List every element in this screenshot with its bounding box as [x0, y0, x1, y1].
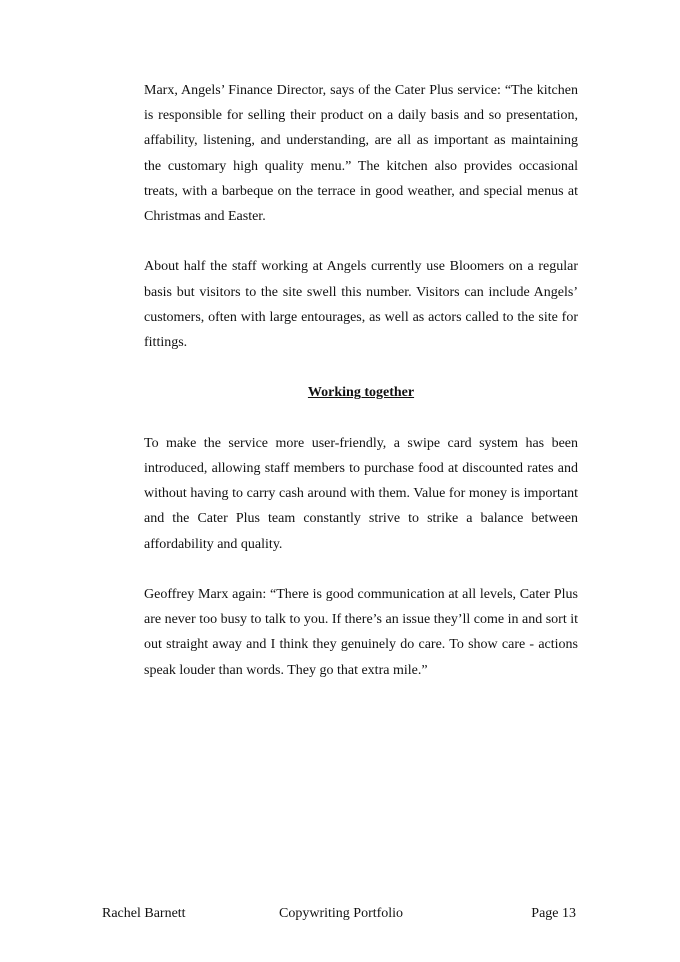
- paragraph-geoffrey-quote: Geoffrey Marx again: “There is good communication at all levels, Cater Plus are never too busy to talk to you. If there’s an issue they’ll come in and sort it out straight away and I think they genuinely do care. To show care - actions speak louder than words. They go that extra mile.”: [144, 587, 578, 678]
- paragraph-spacer: [144, 355, 578, 380]
- footer-title: Copywriting Portfolio: [279, 906, 404, 921]
- paragraph-marx-quote: Marx, Angels’ Finance Director, says of the Cater Plus service: “The kitchen is responsible for selling their product on a daily basis and so presentation, affability, listening, and understanding, are all as important as maintaining the customary high quality menu.” The kitchen also provides occasional treats, with a barbeque on the terrace in good weather, and special menus at Christmas and Easter.: [144, 83, 578, 225]
- footer-author: Rachel Barnett: [102, 906, 186, 921]
- paragraph-bloomers-usage: About half the staff working at Angels currently use Bloomers on a regular basis but visitors to the site swell this number. Visitors can include Angels’ customers, often with large entourages, as well as actors called to the site for fittings.: [144, 259, 578, 351]
- page-footer: [102, 904, 576, 924]
- section-heading: Working together: [307, 385, 415, 401]
- footer-page-number: Page 13: [531, 906, 576, 921]
- paragraph-spacer: [144, 557, 578, 582]
- paragraph-swipe-card: To make the service more user-friendly, a swipe card system has been introduced, allowing staff members to purchase food at discounted rates and without having to carry cash around with them. Value for money is important and the Cater Plus team constantly strive to strike a balance between affordability and quality.: [144, 435, 578, 552]
- body-text: [144, 78, 578, 683]
- paragraph-spacer: [144, 406, 578, 431]
- paragraph-spacer: [144, 229, 578, 254]
